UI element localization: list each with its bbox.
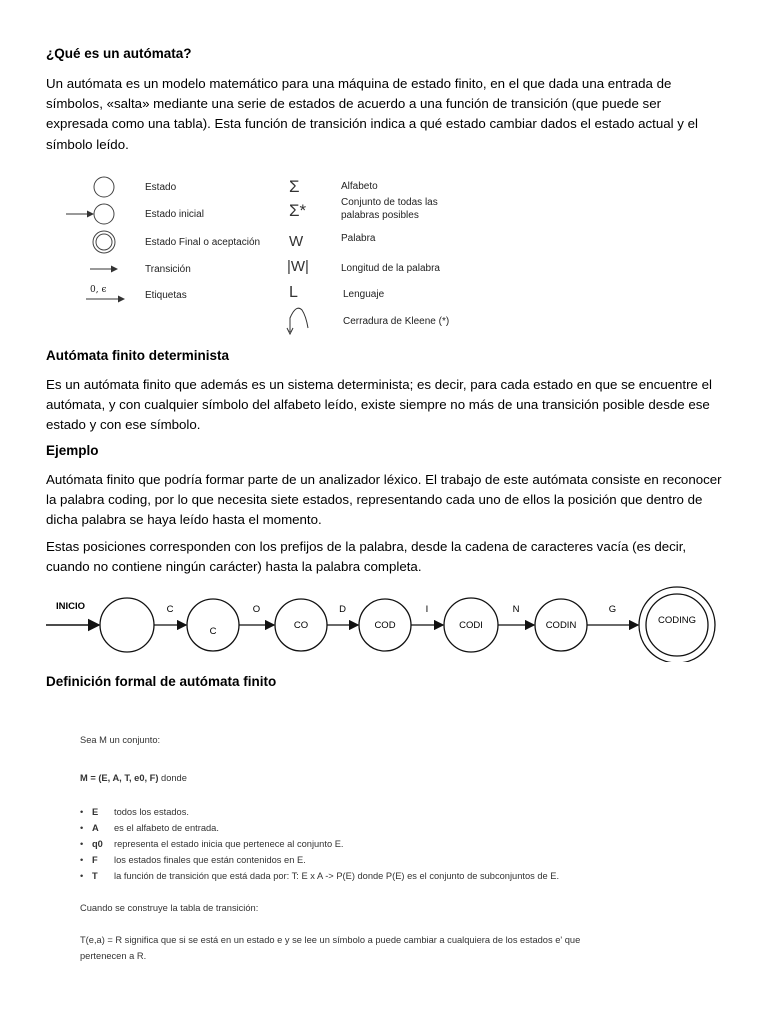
initial-state-symbol [94,204,114,224]
formal-item: • E todos los estados. [80,807,189,817]
notation-legend [0,168,768,338]
formal-item: • q0 representa el estado inicia que pertenece al conjunto E. [80,839,344,849]
state-circle [100,598,154,652]
transition-label: C [166,604,174,615]
legend-language-label: Lenguaje [343,289,385,300]
state-label: C [209,626,217,637]
state-circle [187,599,239,651]
example-paragraph-2: Estas posiciones corresponden con los prefijos de la palabra, desde la cadena de caracteres vacía (es decir, cuando no contiene ningún carácter) hasta la palabra completa. [46,539,687,575]
formal-tuple-suffix: donde [161,773,187,783]
state-symbol [94,177,114,197]
transition-label: N [512,604,520,615]
sigma-symbol: Σ [289,177,300,196]
language-symbol: L [289,284,298,301]
automata-definition-paragraph: Un autómata es un modelo matemático para una máquina de estado finito, en el que dada una entrada de símbolos, «salta» mediante una serie de estados de acuerdo a una función de transición (que puede ser expresada como una tabla). Esta función de transición indica a qué estado cambiar dados el estado actual y el símbolo leído. [46,76,698,152]
state-label: CODIN [545,620,577,631]
formal-item: • A es el alfabeto de entrada. [80,823,219,833]
section-title-formal: Definición formal de autómata finito [46,674,277,689]
legend-word-length-label: Longitud de la palabra [341,263,440,274]
section-title-automata: ¿Qué es un autómata? [46,46,192,61]
legend-initial-state-label: Estado inicial [145,209,204,220]
word-length-symbol: |W| [287,258,309,275]
start-label: INICIO [56,601,86,612]
formal-intro: Sea M un conjunto: [80,735,161,745]
legend-edge-label-example: 0, ϵ [90,285,107,295]
legend-alphabet-label: Alfabeto [341,181,378,192]
legend-state-label: Estado [145,182,177,193]
coding-automaton-diagram [0,582,768,662]
state-label: CODING [658,615,696,626]
automaton-graphics [0,582,768,662]
formal-table-intro: Cuando se construye la tabla de transición: [80,903,259,913]
legend-tags-label: Etiquetas [145,290,187,301]
formal-tuple-line [80,773,187,783]
legend-transition-label: Transición [145,264,191,275]
dfa-paragraph: Es un autómata finito que además es un sistema determinista; es decir, para cada estado en que se encuentre el autómata, y con cualquier símbolo del alfabeto leído, existe siempre no más de una transición posible desde ese estado y con ese símbolo. [46,377,712,433]
formal-tuple: M = (E, A, T, e0, F) [80,773,159,783]
state-label: COD [374,620,396,631]
sigma-star-symbol: Σ* [289,201,307,220]
final-state-inner-symbol [96,234,112,250]
transition-label: D [339,604,346,615]
transition-label: G [608,604,617,615]
word-symbol: W [289,233,304,250]
legend-all-words-label: Conjunto de todas las palabras posibles [341,197,438,221]
legend-kleene-label: Cerradura de Kleene (*) [343,316,450,327]
legend-final-state-label: Estado Final o aceptación [145,237,261,248]
legend-graphics [0,168,768,338]
transition-label: I [425,604,429,615]
section-title-example: Ejemplo [46,443,99,458]
formal-rule-line-2: pertenecen a R. [80,951,147,961]
example-paragraph-1: Autómata finito que podría formar parte de un analizador léxico. El trabajo de este autómata consiste en reconocer la palabra coding, por lo que necesita siete estados, representando cada uno de ellos la posición que dentro de dicha palabra se haya leído hasta el momento. [46,472,722,528]
section-title-dfa: Autómata finito determinista [46,348,230,363]
formal-rule-line-1: T(e,a) = R significa que si se está en un estado e y se lee un símbolo a puede cambiar a cualquiera de los estados e' que [80,935,581,945]
formal-item: • F los estados finales que están contenidos en E. [80,855,306,865]
legend-word-label: Palabra [341,233,376,244]
formal-item: • T la función de transición que está dada por: T: E x A -> P(E) donde P(E) es el conjunto de subconjuntos de E. [80,871,560,881]
transition-label: O [252,604,261,615]
state-label: CO [293,620,309,631]
state-label: CODI [459,620,483,631]
